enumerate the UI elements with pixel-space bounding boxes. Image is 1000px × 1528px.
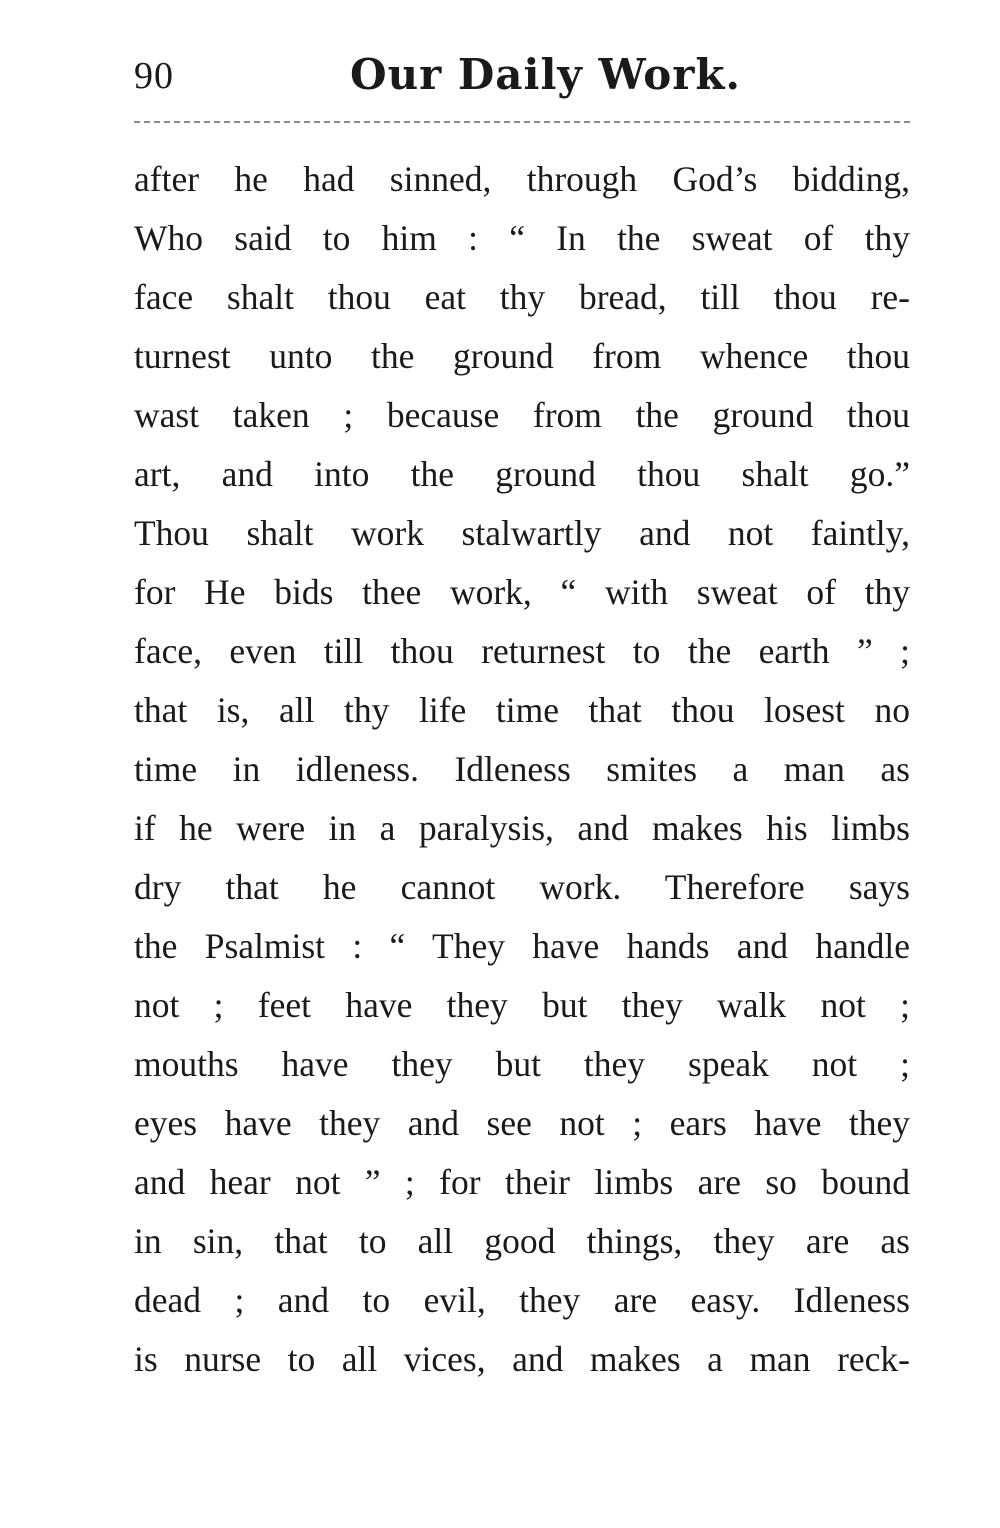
text-line: Thou shalt work stalwartly and not faintly, <box>134 513 910 553</box>
text-line: and hear not ” ; for their limbs are so bound <box>134 1162 910 1202</box>
text-line: face, even till thou returnest to the earth ” ; <box>134 631 910 671</box>
text-line: dead ; and to evil, they are easy. Idleness <box>134 1280 910 1320</box>
text-line: not ; feet have they but they walk not ; <box>134 985 910 1025</box>
text-line: the Psalmist : “ They have hands and handle <box>134 926 910 966</box>
text-line: that is, all thy life time that thou losest no <box>134 690 910 730</box>
text-line: art, and into the ground thou shalt go.” <box>134 454 910 494</box>
text-line: mouths have they but they speak not ; <box>134 1044 910 1084</box>
text-line: dry that he cannot work. Therefore says <box>134 867 910 907</box>
text-line: in sin, that to all good things, they are as <box>134 1221 910 1261</box>
text-line: Who said to him : “ In the sweat of thy <box>134 218 910 258</box>
text-line: time in idleness. Idleness smites a man as <box>134 749 910 789</box>
page-number: 90 <box>134 55 174 97</box>
text-line: for He bids thee work, “ with sweat of thy <box>134 572 910 612</box>
text-line: eyes have they and see not ; ears have they <box>134 1103 910 1143</box>
text-line: if he were in a paralysis, and makes his limbs <box>134 808 910 848</box>
text-line: is nurse to all vices, and makes a man reck- <box>134 1339 910 1379</box>
body-text <box>134 150 910 1389</box>
page-header <box>0 40 1000 110</box>
text-line: face shalt thou eat thy bread, till thou re- <box>134 277 910 317</box>
text-line: wast taken ; because from the ground thou <box>134 395 910 435</box>
text-line: turnest unto the ground from whence thou <box>134 336 910 376</box>
header-rule <box>134 121 910 123</box>
text-line: after he had sinned, through God’s bidding, <box>134 159 910 199</box>
running-title: Our Daily Work. <box>350 50 742 99</box>
